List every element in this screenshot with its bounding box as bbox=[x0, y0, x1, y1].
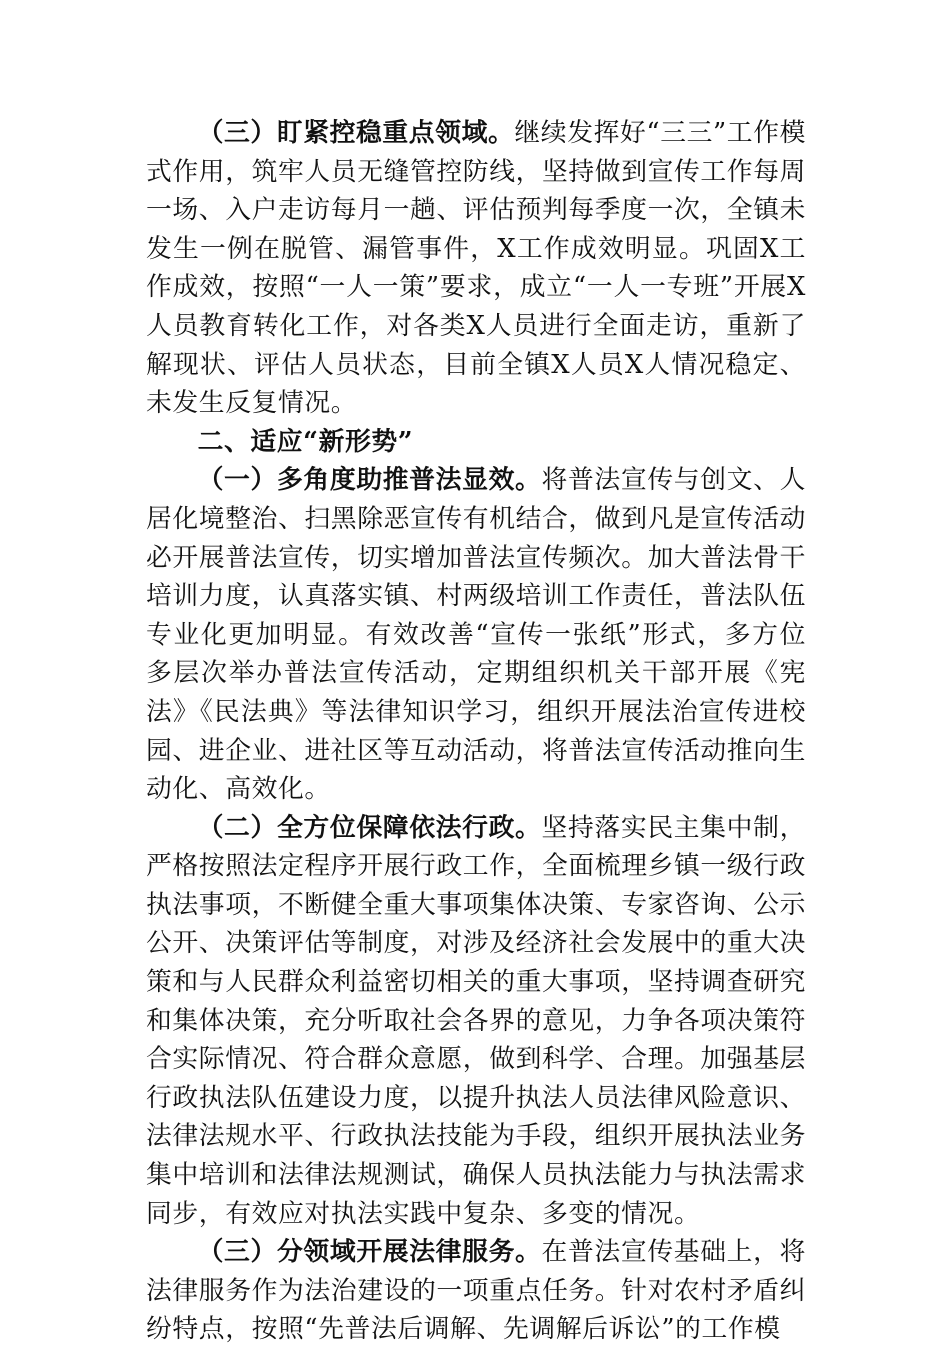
paragraph-text: 将普法宣传与创文、人居化境整治、扫黑除恶宣传有机结合，做到凡是宣传活动必开展普法宣传，切实增加普法宣传频次。加大普法骨干培训力度，认真落实镇、村两级培训工作责任，普法队伍专业化更加明显。有效改善“宣传一张纸”形式，多方位多层次举办普法宣传活动，定期组织机关干部开展《宪法》《民法典》等法律知识学习，组织开展法治宣传进校园、进企业、进社区等互动活动，将普法宣传活动推向生动化、高效化。 bbox=[146, 465, 806, 805]
document-body bbox=[146, 114, 806, 1349]
paragraph-lead: （三）分领域开展法律服务。 bbox=[197, 1237, 542, 1268]
paragraph-key-areas bbox=[146, 114, 806, 423]
paragraph-text: 继续发挥好“三三”工作模式作用，筑牢人员无缝管控防线，坚持做到宣传工作每周一场、入户走访每月一趟、评估预判每季度一次，全镇未发生一例在脱管、漏管事件，X工作成效明显。巩固X工作成效，按照“一人一策”要求，成立“一人一专班”开展X人员教育转化工作，对各类X人员进行全面走访，重新了解现状、评估人员状态，目前全镇X人员X人情况稳定、未发生反复情况。 bbox=[146, 118, 806, 419]
paragraph-text: 在普法宣传基础上，将法律服务作为法治建设的一项重点任务。针对农村矛盾纠纷特点，按照“先普法后调解、先调解后诉讼”的工作模 bbox=[146, 1237, 806, 1345]
paragraph-legal-services bbox=[146, 1233, 806, 1349]
paragraph-lead: （二）全方位保障依法行政。 bbox=[197, 812, 542, 843]
paragraph-legal-publicity bbox=[146, 461, 806, 808]
paragraph-law-based-administration bbox=[146, 809, 806, 1234]
paragraph-lead: （一）多角度助推普法显效。 bbox=[197, 465, 542, 496]
paragraph-text: 坚持落实民主集中制，严格按照法定程序开展行政工作，全面梳理乡镇一级行政执法事项，不断健全重大事项集体决策、专家咨询、公示公开、决策评估等制度，对涉及经济社会发展中的重大决策和与人民群众利益密切相关的重大事项，坚持调查研究和集体决策，充分听取社会各界的意见，力争各项决策符合实际情况、符合群众意愿，做到科学、合理。加强基层行政执法队伍建设力度，以提升执法人员法律风险意识、法律法规水平、行政执法技能为手段，组织开展执法业务集中培训和法律法规测试，确保人员执法能力与执法需求同步，有效应对执法实践中复杂、多变的情况。 bbox=[146, 812, 806, 1229]
section-heading: 二、适应“新形势” bbox=[197, 426, 414, 457]
paragraph-lead: （三）盯紧控稳重点领域。 bbox=[197, 118, 515, 148]
